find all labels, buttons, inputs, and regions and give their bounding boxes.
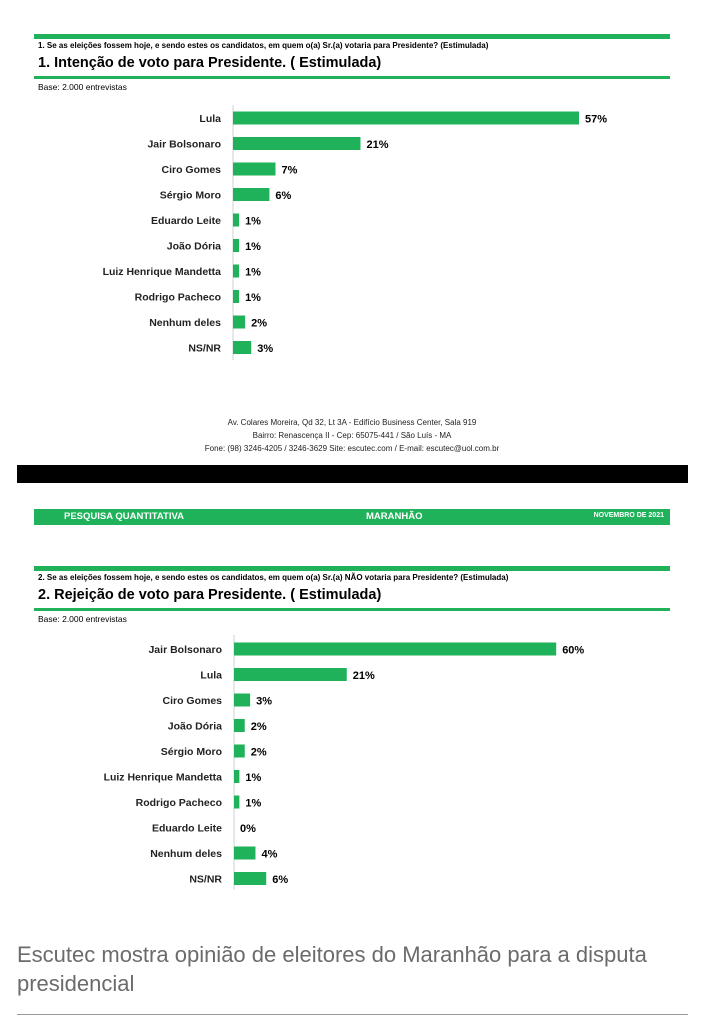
- bar: [233, 137, 360, 150]
- bar: [234, 770, 239, 783]
- article-caption: Escutec mostra opinião de eleitores do Maranhão para a disputa presidencial: [17, 942, 647, 996]
- category-label: Lula: [200, 669, 222, 682]
- value-label: 57%: [584, 113, 608, 126]
- caption-divider: [17, 1014, 688, 1015]
- value-label: 1%: [245, 797, 262, 810]
- value-label: 3%: [256, 695, 273, 708]
- bar: [234, 796, 239, 809]
- value-label: 2%: [250, 746, 267, 759]
- value-label: 7%: [281, 164, 298, 177]
- value-label: 1%: [245, 266, 261, 279]
- footer-district: Bairro: Renascença II - Cep: 65075-441 / São Luís - MA: [252, 431, 452, 440]
- category-label: Nenhum deles: [149, 317, 221, 329]
- category-label: Eduardo Leite: [151, 822, 222, 835]
- title-rule-1: [34, 76, 670, 79]
- bar: [234, 643, 556, 656]
- value-label: 2%: [251, 317, 268, 330]
- header-survey-type: PESQUISA QUANTITATIVA: [64, 511, 184, 522]
- bar: [233, 316, 245, 329]
- category-label: Rodrigo Pacheco: [134, 291, 221, 304]
- category-label: Lula: [199, 113, 221, 125]
- value-label: 0%: [240, 823, 256, 835]
- question-2: 2. Se as eleições fossem hoje, e sendo estes os candidatos, em quem o(a) Sr.(a) NÃO votaria para Presidente? (Estimulada): [38, 573, 509, 582]
- value-label: 3%: [257, 343, 274, 355]
- category-label: Eduardo Leite: [150, 215, 221, 227]
- value-label: 1%: [245, 292, 261, 304]
- category-label: Jair Bolsonaro: [147, 138, 221, 151]
- footer-address: Av. Colares Moreira, Qd 32, Lt 3A - Edifício Business Center, Sala 919: [227, 418, 477, 427]
- value-label: 4%: [261, 848, 278, 861]
- base-2: Base: 2.000 entrevistas: [38, 614, 127, 624]
- bar-chart-vote-intention: [0, 105, 704, 360]
- bar: [234, 745, 245, 758]
- bar: [233, 239, 239, 252]
- category-label: Ciro Gomes: [162, 695, 222, 707]
- bar: [233, 341, 251, 354]
- bar: [234, 694, 250, 707]
- value-label: 1%: [245, 215, 261, 228]
- bar: [233, 265, 239, 278]
- value-label: 2%: [250, 721, 267, 733]
- bar: [234, 872, 266, 885]
- bar: [234, 719, 245, 732]
- title-rule-2: [34, 608, 670, 611]
- bar-chart-vote-rejection: [0, 635, 704, 890]
- header-date: NOVEMBRO DE 2021: [593, 512, 664, 519]
- category-label: João Dória: [167, 720, 222, 733]
- bar: [234, 847, 255, 860]
- bar: [233, 112, 579, 125]
- category-label: NS/NR: [189, 873, 222, 886]
- value-label: 1%: [245, 241, 261, 253]
- bar: [233, 188, 269, 201]
- page-separator: [17, 465, 688, 483]
- base-1: Base: 2.000 entrevistas: [38, 82, 127, 92]
- value-label: 21%: [366, 139, 389, 151]
- top-rule-1: [34, 34, 670, 39]
- footer-contact: Fone: (98) 3246-4205 / 3246-3629 Site: escutec.com / E-mail: escutec@uol.com.br: [204, 444, 500, 453]
- category-label: Luiz Henrique Mandetta: [102, 266, 221, 278]
- category-label: Rodrigo Pacheco: [135, 797, 222, 809]
- value-label: 6%: [272, 874, 289, 886]
- chart-title-2: 2. Rejeição de voto para Presidente. ( Estimulada): [38, 587, 382, 603]
- bar: [233, 163, 275, 176]
- category-label: NS/NR: [188, 342, 221, 355]
- header-state: MARANHÃO: [366, 511, 423, 522]
- top-rule-2: [34, 566, 670, 571]
- category-label: João Dória: [166, 240, 221, 253]
- value-label: 6%: [275, 190, 292, 202]
- value-label: 60%: [562, 644, 585, 657]
- value-label: 21%: [352, 670, 375, 682]
- category-label: Luiz Henrique Mandetta: [103, 771, 222, 784]
- bar: [234, 668, 347, 681]
- bar: [233, 214, 239, 227]
- chart-title-1: 1. Intenção de voto para Presidente. ( Estimulada): [38, 55, 382, 71]
- survey-header-band: [34, 509, 670, 525]
- category-label: Sérgio Moro: [160, 746, 222, 758]
- category-label: Jair Bolsonaro: [148, 644, 222, 656]
- category-label: Ciro Gomes: [161, 164, 221, 176]
- category-label: Nenhum deles: [150, 848, 222, 860]
- question-1: 1. Se as eleições fossem hoje, e sendo estes os candidatos, em quem o(a) Sr.(a) votaria para Presidente? (Estimulada): [38, 41, 489, 50]
- category-label: Sérgio Moro: [159, 189, 221, 202]
- bar: [233, 290, 239, 303]
- value-label: 1%: [245, 772, 262, 784]
